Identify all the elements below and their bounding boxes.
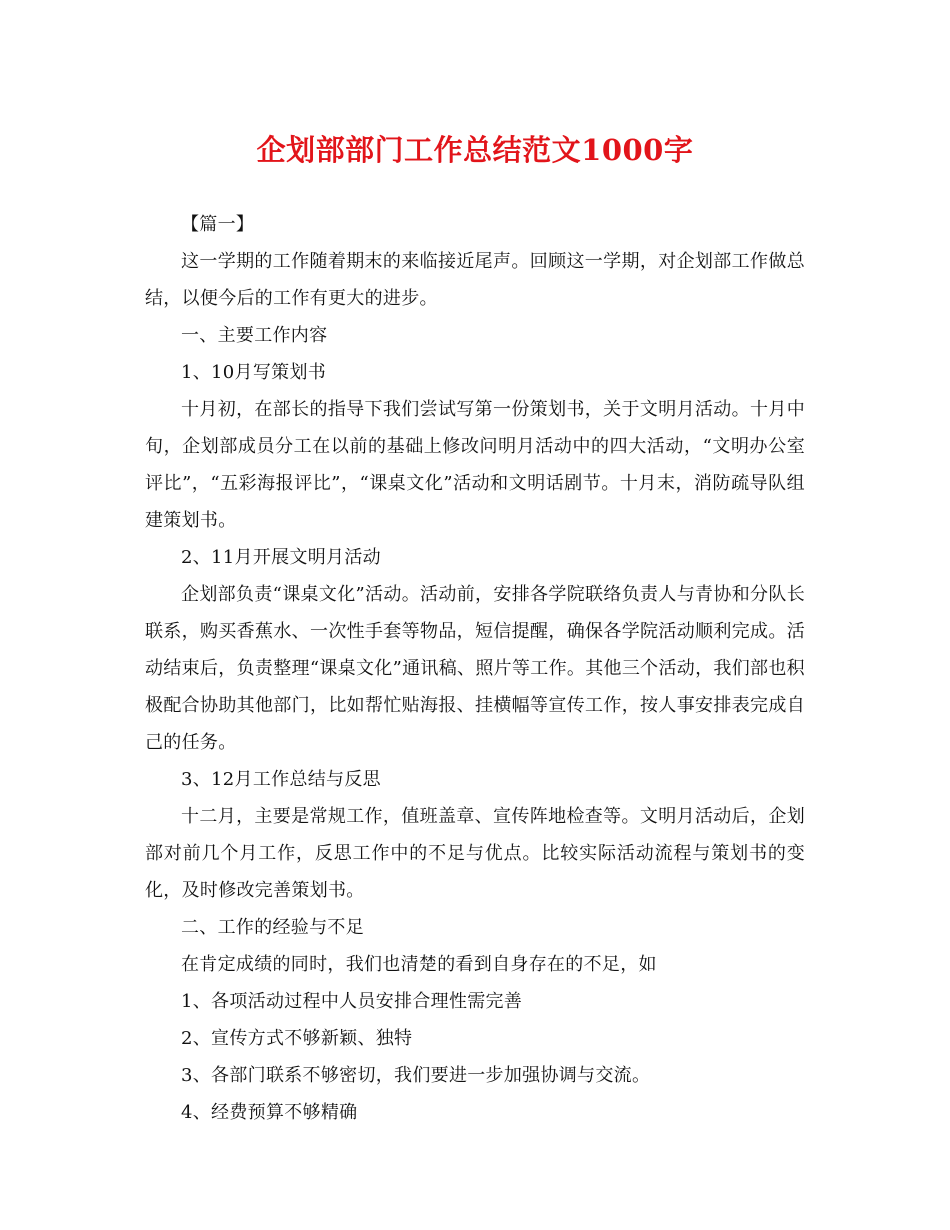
- list-item-4: 4、经费预算不够精确: [181, 1102, 358, 1123]
- paragraph-intro: 这一学期的工作随着期末的来临接近尾声。回顾这一学期，对企划部工作做总结，以便今后的工作有更大的进步。: [145, 251, 805, 309]
- heading-main-work: 一、主要工作内容: [181, 325, 328, 346]
- paragraph-november: 企划部负责“课桌文化”活动。活动前，安排各学院联络负责人与青协和分队长联系，购买香蕉水、一次性手套等物品，短信提醒，确保各学院活动顺利完成。活动结束后，负责整理“课桌文化”通讯稿、照片等工作。其他三个活动，我们部也积极配合协助其他部门，比如帮忙贴海报、挂横幅等宣传工作，按人事安排表完成自己的任务。: [145, 584, 805, 753]
- paragraph-december: 十二月，主要是常规工作，值班盖章、宣传阵地检查等。文明月活动后，企划部对前几个月工作，反思工作中的不足与优点。比较实际活动流程与策划书的变化，及时修改完善策划书。: [145, 806, 805, 901]
- list-item-2: 2、宣传方式不够新颖、独特: [181, 1028, 413, 1049]
- paragraph-october: 十月初，在部长的指导下我们尝试写第一份策划书，关于文明月活动。十月中旬，企划部成员分工在以前的基础上修改问明月活动中的四大活动，“文明办公室评比”，“五彩海报评比”，“课桌文化”活动和文明话剧节。十月末，消防疏导队组建策划书。: [145, 399, 805, 531]
- heading-experience: 二、工作的经验与不足: [181, 917, 364, 938]
- list-item-1: 1、各项活动过程中人员安排合理性需完善: [181, 991, 523, 1012]
- subheading-december: 3、12月工作总结与反思: [181, 769, 381, 790]
- paragraph-section-marker: 【篇一】: [181, 214, 255, 235]
- document-title: 企划部部门工作总结范文1000字: [256, 133, 694, 167]
- subheading-november: 2、11月开展文明月活动: [181, 547, 381, 568]
- paragraph-shortcomings-intro: 在肯定成绩的同时，我们也清楚的看到自身存在的不足，如: [181, 954, 657, 975]
- subheading-october: 1、10月写策划书: [181, 362, 327, 383]
- document-body: [145, 206, 805, 1131]
- list-item-3: 3、各部门联系不够密切，我们要进一步加强协调与交流。: [181, 1065, 651, 1086]
